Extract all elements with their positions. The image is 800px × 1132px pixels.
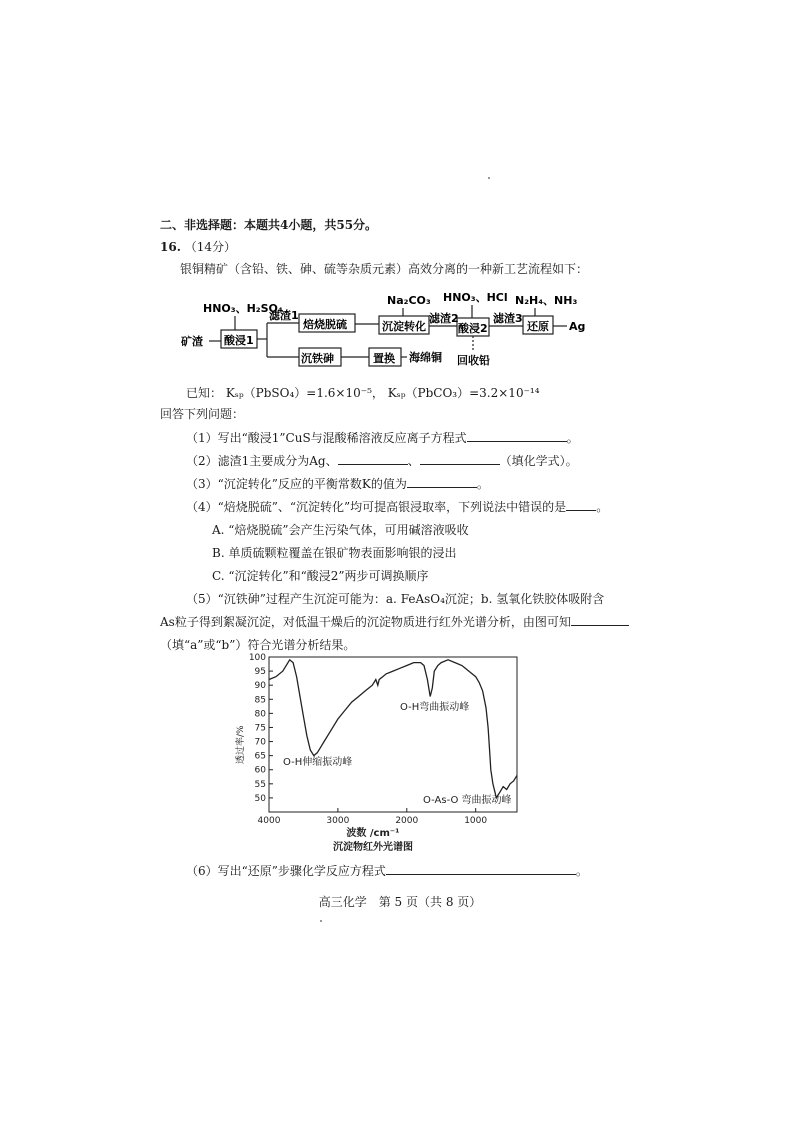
x-tick-label: 4000 (257, 816, 281, 826)
answer-prompt: 回答下列问题： (160, 407, 245, 421)
q3-end: 。 (476, 477, 489, 491)
annotation-oaso-bend: O-As-O 弯曲振动峰 (423, 795, 512, 806)
output-lead: 回收铅 (457, 354, 490, 367)
box-precip-as-label: 沉铁砷 (301, 352, 334, 365)
q5-line-1: （5）“沉铁砷”过程产生沉淀可能为：a. FeAsO₄沉淀；b. 氢氧化铁胶体吸附含 (186, 592, 605, 606)
box-replace-label: 置换 (373, 352, 395, 365)
x-tick-label: 3000 (326, 816, 350, 826)
q4-line (186, 498, 608, 515)
process-flowchart (175, 288, 615, 374)
q4-text: （4）“焙烧脱硫”、“沉淀转化”均可提高银浸取率，下列说法中错误的是 (186, 500, 567, 514)
edge-residue1: 滤渣1 (269, 309, 299, 322)
q1-end: 。 (566, 431, 579, 445)
spectrum-series-line (269, 660, 517, 798)
y-tick-label: 70 (254, 737, 266, 748)
q6-end: 。 (575, 864, 588, 878)
output-sponge-cu: 海绵铜 (409, 351, 442, 364)
ksp-pbso4: Kₛₚ（PbSO₄）=1.6×10⁻⁵， (225, 386, 384, 400)
box-convert-label: 沉淀转化 (382, 320, 426, 333)
q1-line (186, 429, 579, 446)
page-footer: 高三化学 第 5 页（共 8 页） (318, 895, 482, 909)
y-tick-label: 60 (254, 765, 266, 776)
q1-text: （1）写出“酸浸1”CuS与混酸稀溶液反应离子方程式 (186, 431, 467, 445)
question-number-line (160, 238, 236, 255)
q5-line-3: （填“a”或“b”）符合光谱分析结果。 (160, 638, 356, 652)
q4-end: 。 (596, 500, 609, 514)
q2-answer-blank-1[interactable] (338, 452, 408, 465)
q5-answer-blank[interactable] (571, 613, 629, 626)
scan-speck (488, 177, 490, 179)
q6-answer-blank[interactable] (386, 862, 576, 875)
q2-line (186, 452, 578, 469)
ir-spectrum-chart (225, 652, 530, 854)
y-tick-label: 75 (254, 723, 266, 734)
edge-residue3: 滤渣3 (493, 312, 523, 325)
y-tick-label: 80 (254, 709, 266, 720)
box-reduce-label: 还原 (527, 320, 549, 333)
y-tick-label: 90 (254, 681, 266, 692)
question-intro: 银铜精矿（含铅、铁、砷、硫等杂质元素）高效分离的一种新工艺流程如下： (180, 262, 589, 276)
y-tick-label: 55 (254, 779, 266, 790)
reagent-carbonate: Na₂CO₃ (387, 294, 431, 307)
y-tick-label: 100 (248, 653, 266, 663)
q6-text: （6）写出“还原”步骤化学反应方程式 (186, 864, 386, 878)
q6-line (186, 862, 588, 879)
q4-option-c: C. “沉淀转化”和“酸浸2”两步可调换顺序 (212, 569, 429, 583)
q5-text-2: As粒子得到絮凝沉淀，对低温干燥后的沉淀物质进行红外光谱分析，由图可知 (160, 615, 571, 629)
known-prefix: 已知： (186, 386, 223, 400)
box-roast-label: 焙烧脱硫 (303, 318, 347, 331)
reagent-acid1: HNO₃、H₂SO₄ (203, 302, 283, 315)
x-tick-label: 2000 (395, 816, 419, 826)
box-leach1-label: 酸浸1 (224, 334, 254, 347)
ksp-pbco3: Kₛₚ（PbCO₃）=3.2×10⁻¹⁴ (387, 386, 540, 400)
q4-option-b: B. 单质硫颗粒覆盖在银矿物表面影响银的浸出 (212, 546, 457, 560)
q2-answer-blank-2[interactable] (420, 452, 500, 465)
q3-text: （3）“沉淀转化”反应的平衡常数K的值为 (186, 477, 407, 491)
q3-line (186, 475, 489, 492)
x-axis-label: 波数 /cm⁻¹ (346, 828, 400, 839)
input-ore: 矿渣 (181, 335, 203, 348)
section-header: 二、非选择题：本题共4小题，共55分。 (160, 218, 378, 232)
y-tick-label: 65 (254, 751, 266, 762)
y-tick-label: 50 (254, 793, 266, 804)
annotation-oh-bend: O-H弯曲振动峰 (400, 702, 470, 713)
y-axis-label: 透过率/% (236, 725, 246, 764)
q5-line-2 (160, 613, 629, 630)
reagent-reducer: N₂H₄、NH₃ (515, 294, 578, 307)
reagent-acid2: HNO₃、HCl (443, 291, 508, 304)
q4-option-a: A. “焙烧脱硫”会产生污染气体，可用碱溶液吸收 (212, 523, 469, 537)
x-tick-label: 1000 (464, 816, 488, 826)
q2-text: （2）滤渣1主要成分为Ag、 (186, 454, 338, 468)
question-number: 16. (160, 240, 181, 254)
q3-answer-blank[interactable] (407, 475, 477, 488)
output-silver: Ag (569, 320, 586, 333)
edge-residue2: 滤渣2 (429, 312, 459, 325)
y-tick-label: 95 (254, 667, 266, 678)
q2-end: （填化学式）。 (499, 454, 578, 468)
known-constants (186, 384, 540, 401)
q4-answer-blank[interactable] (566, 498, 596, 511)
box-leach2-label: 酸浸2 (458, 322, 488, 335)
chart-title: 沉淀物红外光谱图 (333, 842, 413, 853)
y-tick-label: 85 (254, 695, 266, 706)
scan-speck-2 (320, 920, 322, 922)
annotation-oh-stretch: O-H伸缩振动峰 (283, 757, 353, 768)
question-points: （14分） (184, 240, 236, 254)
q2-sep: 、 (407, 454, 420, 468)
q1-answer-blank[interactable] (467, 429, 567, 442)
